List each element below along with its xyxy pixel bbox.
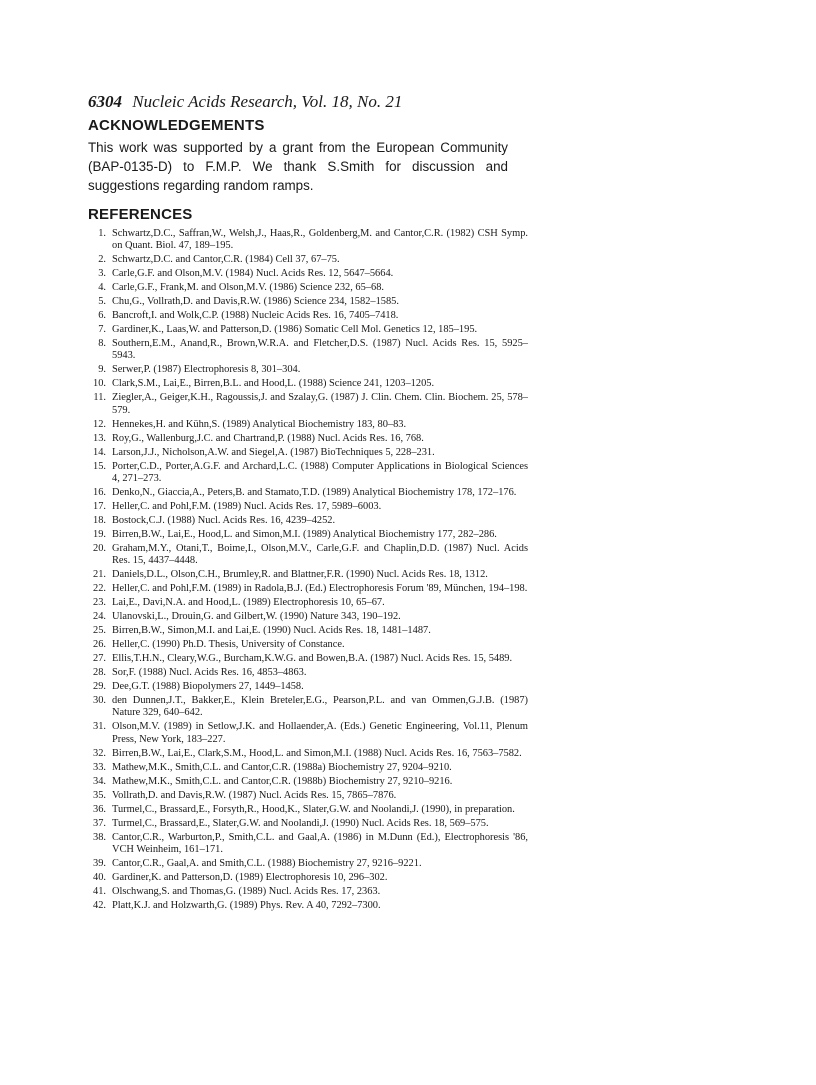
reference-text: Schwartz,D.C. and Cantor,C.R. (1984) Cell 37, 67–75. xyxy=(112,254,340,266)
reference-text: Roy,G., Wallenburg,J.C. and Chartrand,P. (1988) Nucl. Acids Res. 16, 768. xyxy=(112,432,424,444)
reference-item xyxy=(88,310,528,322)
reference-number: 22. xyxy=(93,583,106,595)
reference-item xyxy=(88,611,528,623)
reference-text: Cantor,C.R., Warburton,P., Smith,C.L. and Gaal,A. (1986) in M.Dunn (Ed.), Electrophoresis '86, VCH Weinheim, 161–171. xyxy=(112,831,528,855)
reference-text: Bostock,C.J. (1988) Nucl. Acids Res. 16, 4239–4252. xyxy=(112,514,336,526)
reference-number: 35. xyxy=(93,789,106,801)
reference-item xyxy=(88,639,528,651)
reference-item xyxy=(88,447,528,459)
reference-item xyxy=(88,667,528,679)
reference-number: 34. xyxy=(93,775,106,787)
reference-item xyxy=(88,282,528,294)
reference-number: 33. xyxy=(93,761,106,773)
reference-number: 17. xyxy=(93,500,106,512)
reference-text: Gardiner,K. and Patterson,D. (1989) Electrophoresis 10, 296–302. xyxy=(112,871,388,883)
reference-text: Heller,C. (1990) Ph.D. Thesis, University of Constance. xyxy=(112,639,345,651)
reference-text: Clark,S.M., Lai,E., Birren,B.L. and Hood,L. (1988) Science 241, 1203–1205. xyxy=(112,378,435,390)
reference-number: 29. xyxy=(93,681,106,693)
reference-number: 32. xyxy=(93,747,106,759)
reference-text: Ulanovski,L., Drouin,G. and Gilbert,W. (1990) Nature 343, 190–192. xyxy=(112,611,401,623)
reference-item xyxy=(88,461,528,486)
reference-number: 42. xyxy=(93,899,106,911)
reference-item xyxy=(88,501,528,513)
reference-item xyxy=(88,529,528,541)
reference-item xyxy=(88,296,528,308)
reference-item xyxy=(88,433,528,445)
reference-text: Hennekes,H. and Kühn,S. (1989) Analytical Biochemistry 183, 80–83. xyxy=(112,418,407,430)
reference-number: 7. xyxy=(98,324,106,336)
acknowledgements-text: This work was supported by a grant from the European Community (BAP-0135-D) to F.M.P. We thank S.Smith for discussion and suggestions regarding random ramps. xyxy=(88,140,508,193)
reference-item xyxy=(88,419,528,431)
reference-number: 31. xyxy=(93,721,106,733)
reference-item xyxy=(88,569,528,581)
reference-text: Schwartz,D.C., Saffran,W., Welsh,J., Haas,R., Goldenberg,M. and Cantor,C.R. (1982) CSH Symp. on Quant. Biol. 47, 189–195. xyxy=(112,228,528,252)
reference-item xyxy=(88,487,528,499)
reference-text: Southern,E.M., Anand,R., Brown,W.R.A. and Fletcher,D.S. (1987) Nucl. Acids Res. 15, 5925–5943. xyxy=(112,338,528,362)
reference-text: Serwer,P. (1987) Electrophoresis 8, 301–304. xyxy=(112,364,301,376)
reference-item xyxy=(88,858,528,870)
reference-item xyxy=(88,228,528,253)
reference-number: 10. xyxy=(93,378,106,390)
reference-number: 5. xyxy=(98,296,106,308)
reference-item xyxy=(88,818,528,830)
reference-number: 3. xyxy=(98,268,106,280)
reference-number: 40. xyxy=(93,871,106,883)
reference-text: Carle,G.F., Frank,M. and Olson,M.V. (1986) Science 232, 65–68. xyxy=(112,282,384,294)
reference-item xyxy=(88,776,528,788)
reference-text: den Dunnen,J.T., Bakker,E., Klein Breteler,E.G., Pearson,P.L. and van Ommen,G.J.B. (1987) Nature 329, 640–642. xyxy=(112,695,528,719)
reference-text: Lai,E., Davi,N.A. and Hood,L. (1989) Electrophoresis 10, 65–67. xyxy=(112,597,385,609)
reference-text: Carle,G.F. and Olson,M.V. (1984) Nucl. Acids Res. 12, 5647–5664. xyxy=(112,268,394,280)
reference-number: 38. xyxy=(93,831,106,843)
reference-item xyxy=(88,832,528,857)
reference-item xyxy=(88,886,528,898)
reference-number: 16. xyxy=(93,486,106,498)
reference-item xyxy=(88,583,528,595)
reference-text: Dee,G.T. (1988) Biopolymers 27, 1449–1458. xyxy=(112,681,304,693)
reference-text: Gardiner,K., Laas,W. and Patterson,D. (1986) Somatic Cell Mol. Genetics 12, 185–195. xyxy=(112,324,478,336)
reference-item xyxy=(88,762,528,774)
reference-number: 37. xyxy=(93,817,106,829)
page-number: 6304 xyxy=(88,92,122,111)
reference-text: Chu,G., Vollrath,D. and Davis,R.W. (1986) Science 234, 1582–1585. xyxy=(112,296,399,308)
reference-text: Ziegler,A., Geiger,K.H., Ragoussis,J. and Szalay,G. (1987) J. Clin. Chem. Clin. Biochem. 25, 578–579. xyxy=(112,392,528,416)
reference-number: 19. xyxy=(93,528,106,540)
reference-number: 14. xyxy=(93,446,106,458)
reference-text: Vollrath,D. and Davis,R.W. (1987) Nucl. Acids Res. 15, 7865–7876. xyxy=(112,789,397,801)
reference-text: Ellis,T.H.N., Cleary,W.G., Burcham,K.W.G. and Bowen,B.A. (1987) Nucl. Acids Res. 15, 5489. xyxy=(112,653,513,665)
reference-text: Birren,B.W., Lai,E., Hood,L. and Simon,M.I. (1989) Analytical Biochemistry 177, 282–286. xyxy=(112,528,497,540)
reference-item xyxy=(88,681,528,693)
reference-item xyxy=(88,515,528,527)
reference-text: Mathew,M.K., Smith,C.L. and Cantor,C.R. (1988a) Biochemistry 27, 9204–9210. xyxy=(112,761,452,773)
reference-number: 15. xyxy=(93,460,106,472)
reference-number: 36. xyxy=(93,803,106,815)
reference-number: 4. xyxy=(98,282,106,294)
reference-text: Daniels,D.L., Olson,C.H., Brumley,R. and Blattner,F.R. (1990) Nucl. Acids Res. 18, 1312. xyxy=(112,569,488,581)
reference-text: Bancroft,I. and Wolk,C.P. (1988) Nucleic Acids Res. 16, 7405–7418. xyxy=(112,310,399,322)
reference-number: 30. xyxy=(93,695,106,707)
reference-text: Platt,K.J. and Holzwarth,G. (1989) Phys. Rev. A 40, 7292–7300. xyxy=(112,899,381,911)
reference-number: 28. xyxy=(93,667,106,679)
reference-text: Turmel,C., Brassard,E., Slater,G.W. and Noolandi,J. (1990) Nucl. Acids Res. 18, 569–575. xyxy=(112,817,489,829)
reference-number: 13. xyxy=(93,432,106,444)
reference-text: Heller,C. and Pohl,F.M. (1989) Nucl. Acids Res. 17, 5989–6003. xyxy=(112,500,382,512)
reference-number: 41. xyxy=(93,885,106,897)
reference-item xyxy=(88,338,528,363)
reference-item xyxy=(88,721,528,746)
reference-number: 11. xyxy=(93,392,106,404)
reference-number: 26. xyxy=(93,639,106,651)
reference-number: 24. xyxy=(93,611,106,623)
reference-number: 23. xyxy=(93,597,106,609)
reference-number: 1. xyxy=(98,228,106,239)
reference-number: 39. xyxy=(93,857,106,869)
reference-item xyxy=(88,597,528,609)
acknowledgements-heading: ACKNOWLEDGEMENTS xyxy=(88,117,265,134)
reference-item xyxy=(88,625,528,637)
reference-number: 2. xyxy=(98,254,106,266)
reference-number: 6. xyxy=(98,310,106,322)
reference-text: Cantor,C.R., Gaal,A. and Smith,C.L. (1988) Biochemistry 27, 9216–9221. xyxy=(112,857,422,869)
reference-text: Sor,F. (1988) Nucl. Acids Res. 16, 4853–4863. xyxy=(112,667,307,679)
reference-text: Birren,B.W., Lai,E., Clark,S.M., Hood,L. and Simon,M.I. (1988) Nucl. Acids Res. 16, 7563–7582. xyxy=(112,747,522,759)
reference-item xyxy=(88,392,528,417)
reference-item xyxy=(88,543,528,568)
reference-item xyxy=(88,790,528,802)
reference-text: Olschwang,S. and Thomas,G. (1989) Nucl. Acids Res. 17, 2363. xyxy=(112,885,381,897)
reference-item xyxy=(88,254,528,266)
reference-number: 25. xyxy=(93,625,106,637)
reference-number: 18. xyxy=(93,514,106,526)
reference-item xyxy=(88,804,528,816)
reference-text: Larson,J.J., Nicholson,A.W. and Siegel,A. (1987) BioTechniques 5, 228–231. xyxy=(112,446,435,458)
reference-item xyxy=(88,268,528,280)
running-header xyxy=(88,92,402,112)
reference-item xyxy=(88,324,528,336)
reference-item xyxy=(88,695,528,720)
reference-item xyxy=(88,653,528,665)
reference-number: 12. xyxy=(93,418,106,430)
reference-text: Denko,N., Giaccia,A., Peters,B. and Stamato,T.D. (1989) Analytical Biochemistry 178, 172–176. xyxy=(112,486,517,498)
reference-list xyxy=(88,228,528,914)
journal-citation: Nucleic Acids Research, Vol. 18, No. 21 xyxy=(132,92,403,111)
reference-number: 9. xyxy=(98,364,106,376)
reference-item xyxy=(88,748,528,760)
reference-number: 20. xyxy=(93,542,106,554)
reference-text: Birren,B.W., Simon,M.I. and Lai,E. (1990) Nucl. Acids Res. 18, 1481–1487. xyxy=(112,625,431,637)
reference-text: Porter,C.D., Porter,A.G.F. and Archard,L.C. (1988) Computer Applications in Biological Sciences 4, 271–273. xyxy=(112,460,528,484)
references-heading: REFERENCES xyxy=(88,206,193,223)
reference-text: Mathew,M.K., Smith,C.L. and Cantor,C.R. (1988b) Biochemistry 27, 9210–9216. xyxy=(112,775,453,787)
reference-text: Heller,C. and Pohl,F.M. (1989) in Radola,B.J. (Ed.) Electrophoresis Forum '89, München, 194–198. xyxy=(112,583,528,595)
reference-number: 21. xyxy=(93,569,106,581)
reference-item xyxy=(88,378,528,390)
reference-text: Olson,M.V. (1989) in Setlow,J.K. and Hollaender,A. (Eds.) Genetic Engineering, Vol.11, Plenum Press, New York, 183–227. xyxy=(112,721,528,745)
reference-number: 27. xyxy=(93,653,106,665)
reference-number: 8. xyxy=(98,338,106,350)
reference-text: Graham,M.Y., Otani,T., Boime,I., Olson,M.V., Carle,G.F. and Chaplin,D.D. (1987) Nucl. Acids Res. 15, 4437–4448. xyxy=(112,542,528,567)
reference-item xyxy=(88,364,528,376)
reference-item xyxy=(88,872,528,884)
reference-text: Turmel,C., Brassard,E., Forsyth,R., Hood,K., Slater,G.W. and Noolandi,J. (1990), in preparation. xyxy=(112,803,515,815)
reference-item xyxy=(88,900,528,912)
